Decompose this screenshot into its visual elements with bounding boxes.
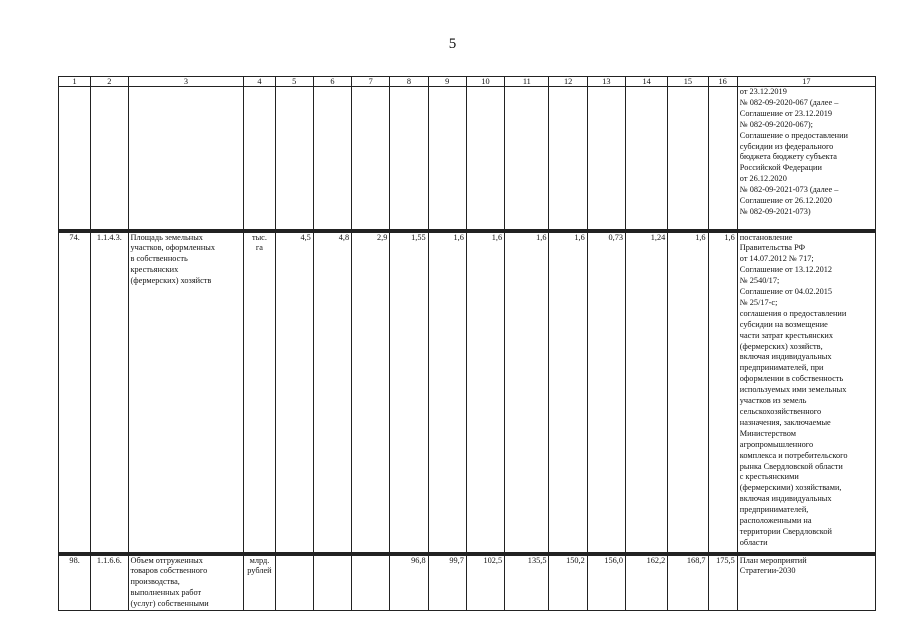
header-cell: 3 [128, 77, 244, 87]
value-cell: 1,6 [708, 232, 737, 553]
unit [244, 87, 275, 230]
value-cell [275, 87, 313, 230]
header-cell: 4 [244, 77, 275, 87]
value-cell: 1,6 [668, 232, 708, 553]
row-number [59, 87, 91, 230]
header-cell: 7 [352, 77, 390, 87]
header-cell: 9 [428, 77, 466, 87]
row-code [91, 87, 128, 230]
table-row [59, 232, 876, 553]
header-cell: 17 [737, 77, 875, 87]
indicator-name: Площадь земельных участков, оформленных в собственность крестьянских (фермерских) хозяйств [128, 232, 244, 553]
value-cell: 162,2 [626, 555, 668, 611]
value-cell: 4,8 [313, 232, 351, 553]
header-cell: 8 [390, 77, 428, 87]
unit: тыс. га [244, 232, 275, 553]
indicators-table [58, 76, 876, 611]
value-cell: 0,73 [587, 232, 625, 553]
table-row [59, 555, 876, 611]
row-code: 1.1.4.3. [91, 232, 128, 553]
header-row [59, 77, 876, 87]
value-cell: 150,2 [549, 555, 587, 611]
source-note: постановление Правительства РФ от 14.07.2012 № 717; Соглашение от 13.12.2012 № 2540/17; Соглашение от 04.02.2015 № 25/17-с; соглашения о предоставлении субсидии на возмещение части затрат крестьянских (фермерских) хозяйств, включая индивидуальных предпринимателей, при оформлении в собственность используемых ими земельных участков из земель сельскохозяйственного назначения, заключаемые Министерством агропромышленного комплекса и потребительского рынка Свердловской области с крестьянскими (фермерскими) хозяйствами, включая индивидуальных предпринимателей, расположенными на территории Свердловской области [737, 232, 875, 553]
header-cell: 11 [505, 77, 549, 87]
value-cell: 1,6 [466, 232, 504, 553]
value-cell: 156,0 [587, 555, 625, 611]
value-cell: 1,6 [428, 232, 466, 553]
source-note: от 23.12.2019 № 082-09-2020-067 (далее – Соглашение от 23.12.2019 № 082-09-2020-067); Соглашение о предоставлении субсидии из федерального бюджета бюджету субъекта Российской Федерации от 26.12.2020 № 082-09-2021-073 (далее – Соглашение от 26.12.2020 № 082-09-2021-073) [737, 87, 875, 230]
value-cell [708, 87, 737, 230]
header-cell: 5 [275, 77, 313, 87]
header-cell: 2 [91, 77, 128, 87]
value-cell [505, 87, 549, 230]
row-code: 1.1.6.6. [91, 555, 128, 611]
value-cell [313, 555, 351, 611]
indicator-name [128, 87, 244, 230]
unit: млрд. рублей [244, 555, 275, 611]
value-cell [587, 87, 625, 230]
value-cell [466, 87, 504, 230]
value-cell [549, 87, 587, 230]
row-number: 74. [59, 232, 91, 553]
value-cell: 1,6 [505, 232, 549, 553]
header-cell: 12 [549, 77, 587, 87]
value-cell [352, 555, 390, 611]
header-cell: 15 [668, 77, 708, 87]
value-cell: 2,9 [352, 232, 390, 553]
value-cell: 102,5 [466, 555, 504, 611]
value-cell [352, 87, 390, 230]
value-cell: 175,5 [708, 555, 737, 611]
value-cell: 1,24 [626, 232, 668, 553]
table-row [59, 87, 876, 230]
value-cell: 168,7 [668, 555, 708, 611]
header-cell: 14 [626, 77, 668, 87]
page-number: 5 [448, 36, 457, 52]
value-cell [668, 87, 708, 230]
value-cell: 135,5 [505, 555, 549, 611]
header-cell: 1 [59, 77, 91, 87]
value-cell: 1,6 [549, 232, 587, 553]
value-cell: 4,5 [275, 232, 313, 553]
header-cell: 16 [708, 77, 737, 87]
source-note: План мероприятий Стратегии-2030 [737, 555, 875, 611]
value-cell [428, 87, 466, 230]
header-cell: 6 [313, 77, 351, 87]
row-number: 98. [59, 555, 91, 611]
value-cell [626, 87, 668, 230]
value-cell: 99,7 [428, 555, 466, 611]
value-cell: 96,8 [390, 555, 428, 611]
value-cell [390, 87, 428, 230]
value-cell [275, 555, 313, 611]
header-cell: 13 [587, 77, 625, 87]
value-cell: 1,55 [390, 232, 428, 553]
header-cell: 10 [466, 77, 504, 87]
indicator-name: Объем отгруженных товаров собственного производства, выполненных работ (услуг) собственными [128, 555, 244, 611]
value-cell [313, 87, 351, 230]
